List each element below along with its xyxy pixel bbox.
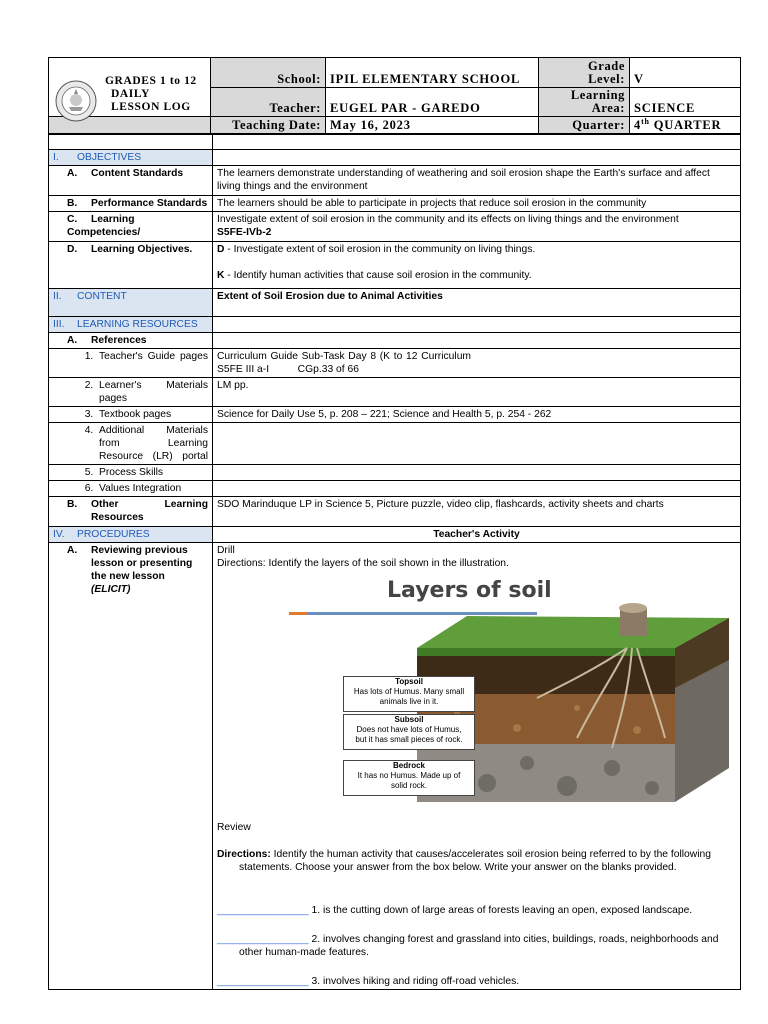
teacher-value: EUGEL PAR - GAREDO	[326, 88, 539, 117]
textbook-pages-value: Science for Daily Use 5, p. 208 – 221; Science and Health 5, p. 254 - 262	[213, 407, 741, 423]
values-integration-value	[213, 481, 741, 497]
title-accent-orange	[289, 612, 307, 615]
question-3: ________________ 3. involves hiking and riding off-road vehicles.	[217, 976, 520, 987]
section-objectives: I. OBJECTIVES	[49, 150, 213, 166]
bedrock-label-box: Bedrock It has no Humus. Made up of solid rock.	[343, 760, 475, 796]
drill-directions: Directions: Identify the layers of the soil shown in the illustration.	[217, 558, 509, 569]
learning-competencies-text: Investigate extent of soil erosion in the community and its effects on living things and the environment S5FE-IVb-2	[213, 212, 741, 242]
learning-objectives-label: D. Learning Objectives.	[49, 242, 213, 289]
answer-blank[interactable]: ________________	[217, 976, 309, 987]
other-learning-resources-label: B. Other Learning Resources	[49, 497, 213, 527]
reviewing-previous-lesson-content	[213, 543, 741, 990]
reviewing-previous-lesson-label: A. Reviewing previous lesson or presenting the new lesson (ELICIT)	[49, 543, 213, 990]
quarter-label: Quarter:	[539, 117, 630, 134]
deped-seal-logo	[55, 80, 97, 122]
school-label: School:	[211, 58, 326, 88]
question-1: ________________ 1. is the cutting down of large areas of forests leaving an open, exposed landscape.	[217, 905, 693, 916]
review-heading: Review	[217, 822, 251, 833]
additional-materials-value	[213, 423, 741, 465]
content-text: Extent of Soil Erosion due to Animal Activities	[213, 289, 741, 317]
textbook-pages-label: 3. Textbook pages	[49, 407, 213, 423]
section-procedures: IV. PROCEDURES	[49, 527, 213, 543]
header-table	[48, 57, 741, 134]
references-label: A. References	[49, 333, 213, 349]
content-standards-text: The learners demonstrate understanding of weathering and soil erosion shape the Earth's surface and affect living things and the environment	[213, 166, 741, 196]
subsoil-label-box: Subsoil Does not have lots of Humus, but it has small pieces of rock.	[343, 714, 475, 750]
references-value	[213, 333, 741, 349]
learners-materials-label: 2. Learner's Materials pages	[49, 378, 213, 407]
teacher-label: Teacher:	[211, 88, 326, 117]
process-skills-value	[213, 465, 741, 481]
learning-area-value: SCIENCE	[630, 88, 741, 117]
question-2: ________________ 2. involves changing forest and grassland into cities, buildings, roads, neighborhoods and other human-made features.	[217, 934, 719, 958]
learning-competencies-label: C. Learning Competencies/	[49, 212, 213, 242]
process-skills-label: 5. Process Skills	[49, 465, 213, 481]
learners-materials-value: LM pp.	[213, 378, 741, 407]
grade-level-label: Grade Level:	[539, 58, 630, 88]
section-learning-resources-value	[213, 317, 741, 333]
section-objectives-value	[213, 150, 741, 166]
teachers-guide-label: 1. Teacher's Guide pages	[49, 349, 213, 378]
quarter-value: 4th QUARTER	[630, 117, 741, 134]
teaching-date-value: May 16, 2023	[326, 117, 539, 134]
review-directions: Directions: Identify the human activity that causes/accelerates soil erosion being referred to by the following statements. Choose your answer from the box below. Write your answer on the blanks provided.	[217, 849, 711, 873]
teachers-activity-heading: Teacher's Activity	[213, 527, 741, 543]
additional-materials-label: 4. Additional Materials from Learning Resource (LR) portal	[49, 423, 213, 465]
spacer-cell	[49, 135, 213, 150]
topsoil-label-box: Topsoil Has lots of Humus. Many small animals live in it.	[343, 676, 475, 712]
diagram-title: Layers of soil	[387, 578, 552, 603]
other-learning-resources-text: SDO Marinduque LP in Science 5, Picture puzzle, video clip, flashcards, activity sheets and charts	[213, 497, 741, 527]
performance-standards-text: The learners should be able to participate in projects that reduce soil erosion in the community	[213, 196, 741, 212]
spacer-cell	[213, 135, 741, 150]
teachers-guide-value: Curriculum Guide Sub-Task Day 8 (K to 12 Curriculum S5FE III a-I CGp.33 of 66	[213, 349, 741, 378]
performance-standards-label: B. Performance Standards	[49, 196, 213, 212]
learning-area-label: Learning Area:	[539, 88, 630, 117]
header-logo-cell	[49, 58, 211, 117]
learning-objectives-text: D - Investigate extent of soil erosion in the community on living things. K - Identify human activities that cause soil erosion in the community.	[213, 242, 741, 289]
values-integration-label: 6. Values Integration	[49, 481, 213, 497]
answer-blank[interactable]: ________________	[217, 905, 309, 916]
content-standards-label: A. Content Standards	[49, 166, 213, 196]
grade-level-value: V	[630, 58, 741, 88]
daily-lesson-log-title: GRADES 1 to 12 DAILY LESSON LOG	[105, 75, 197, 113]
school-value: IPIL ELEMENTARY SCHOOL	[326, 58, 539, 88]
drill-heading: Drill	[217, 545, 235, 556]
answer-blank[interactable]: ________________	[217, 934, 309, 945]
section-learning-resources: III. LEARNING RESOURCES	[49, 317, 213, 333]
layers-of-soil-diagram	[289, 578, 739, 809]
lesson-log-table	[48, 134, 741, 990]
teaching-date-label: Teaching Date:	[211, 117, 326, 134]
section-content: II. CONTENT	[49, 289, 213, 317]
